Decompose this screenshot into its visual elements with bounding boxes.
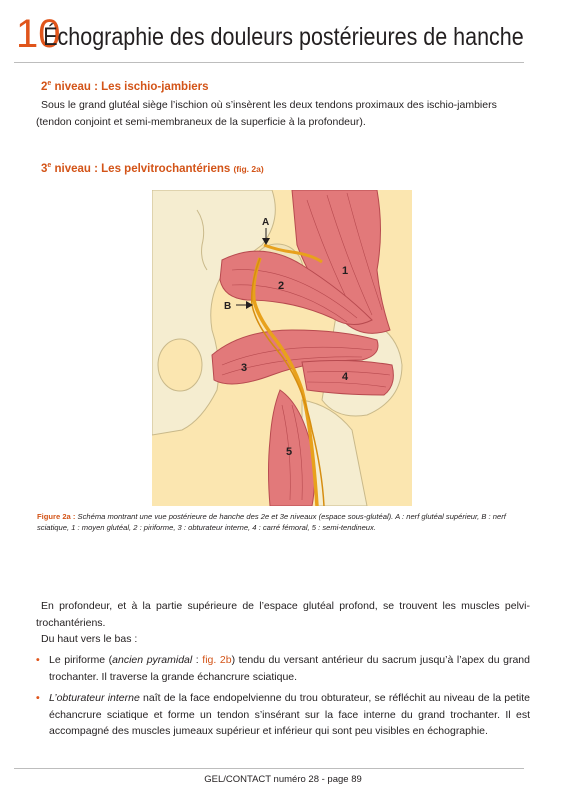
label-1: 1 xyxy=(342,265,349,277)
hip-posterior-illustration xyxy=(152,190,412,506)
label-5: 5 xyxy=(286,446,293,458)
section-heading-level-3 xyxy=(41,162,264,175)
label-a: A xyxy=(262,217,270,228)
label-2: 2 xyxy=(278,280,285,292)
section-2-paragraph: Sous le grand glutéal siège l’ischion où s’insèrent les deux tendons proximaux des ischio-jambiers (tendon conjoint et semi-membraneux de la superficie à la profondeur). xyxy=(36,99,497,128)
bullet-italic-text: ancien pyramidal xyxy=(112,654,193,666)
list-item xyxy=(36,652,530,685)
heading-superscript: e xyxy=(47,162,52,169)
page-footer: GEL/CONTACT numéro 28 - page 89 xyxy=(204,774,362,785)
bullet-italic-text: L’obturateur interne xyxy=(49,692,140,704)
heading-superscript: e xyxy=(47,80,52,87)
caption-text: Schéma montrant une vue postérieure de hanche des 2e et 3e niveaux (espace sous-glutéal). A : nerf glutéal supérieur, B : nerf sciatique, 1 : moyen glutéal, 2 : piriforme, 3 : obturateur interne, 4 : carré fémoral, 5 : semi-tendineux. xyxy=(37,512,506,532)
bullet-text: naît de la face endopelvienne du trou obturateur, se réfléchit au niveau de la petite échancrure sciatique et forme un tendon s’insérant sur la face interne du grand trochanter. Il est accompagné des muscles jumeaux supérieur et inférieur qui sont peu visibles en échographie. xyxy=(49,692,530,737)
obturator-foramen xyxy=(158,339,202,391)
label-4: 4 xyxy=(342,371,349,383)
footer-divider xyxy=(14,768,524,769)
list-item xyxy=(36,690,530,740)
section-heading-level-2 xyxy=(41,80,209,93)
heading-text: niveau : Les pelvitrochantériens xyxy=(51,162,234,175)
anatomical-figure xyxy=(152,190,412,506)
label-b: B xyxy=(224,301,232,312)
chapter-number: 10 xyxy=(16,12,61,56)
bullet-text: Le piriforme ( xyxy=(49,654,113,666)
bullet-text: ) tendu du versant antérieur du sacrum jusqu’à l’apex du grand trochanter. Il traverse la grande échancrure sciatique. xyxy=(49,654,530,683)
header-divider xyxy=(14,62,524,63)
body-paragraph-1: En profondeur, et à la partie supérieure de l’espace glutéal profond, se trouvent les muscles pelvi-trochantériens. xyxy=(36,600,530,629)
page-title: Échographie des douleurs postérieures de hanche xyxy=(43,23,524,51)
caption-label: Figure 2a : xyxy=(37,512,76,521)
body-paragraph-2: Du haut vers le bas : xyxy=(41,633,138,645)
bullet-marker: • xyxy=(36,654,40,666)
heading-number: 2 xyxy=(41,80,48,93)
label-3: 3 xyxy=(241,362,248,374)
bullet-marker: • xyxy=(36,692,40,704)
figure-reference-link[interactable]: fig. 2b xyxy=(202,654,232,666)
bullet-text: : xyxy=(192,654,203,666)
heading-number: 3 xyxy=(41,162,48,175)
figure-caption xyxy=(37,512,531,533)
muscle-bullet-list xyxy=(36,652,530,745)
heading-figure-reference: (fig. 2a) xyxy=(233,163,264,174)
heading-text: niveau : Les ischio-jambiers xyxy=(51,80,209,93)
